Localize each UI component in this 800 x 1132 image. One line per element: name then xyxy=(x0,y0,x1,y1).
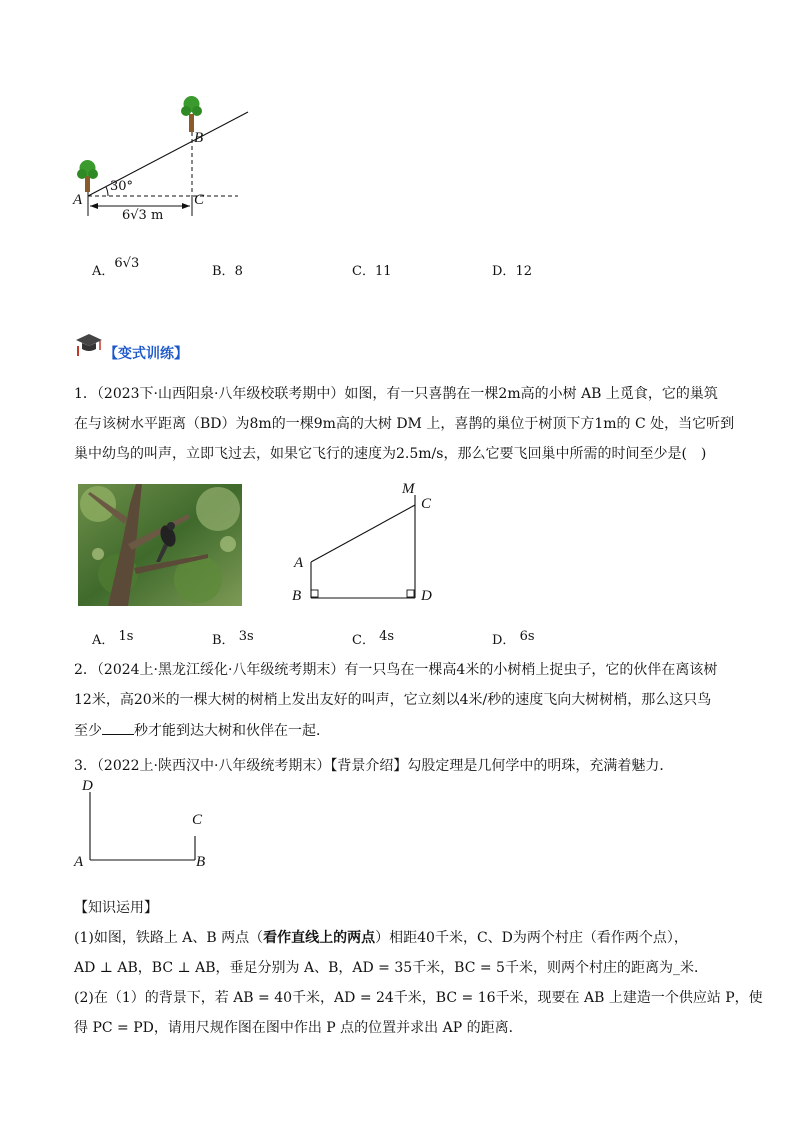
q1-diagram xyxy=(305,490,425,605)
option-d[interactable]: D．12 xyxy=(492,264,532,279)
q1-option-a[interactable]: A． 1s xyxy=(92,629,134,648)
q3-label-a: A xyxy=(74,854,84,870)
option-a[interactable]: A．6√3 xyxy=(92,256,140,279)
q3-part1-line1: (1)如图，铁路上 A、B 两点（看作直线上的两点）相距40千米，C、D为两个村庄（看作两个点）， xyxy=(74,930,688,946)
q1-label-d: D xyxy=(421,588,432,604)
option-b[interactable]: B．8 xyxy=(212,264,243,279)
q3-label-d: D xyxy=(82,778,93,794)
distance-label: 6√3 m xyxy=(122,208,164,223)
q1-line2: 在与该树水平距离（BD）为8m的一棵9m高的大树 DM 上，喜鹊的巢位于树顶下方1m的 C 处，当它听到 xyxy=(74,416,735,432)
q3-diagram xyxy=(85,790,205,870)
q2-line3: 至少 秒才能到达大树和伙伴在一起． xyxy=(74,720,330,741)
q1-option-b[interactable]: B． 3s xyxy=(212,629,254,648)
q3-part1-line2: AD ⊥ AB，BC ⊥ AB，垂足分别为 A、B，AD = 35千米，BC = 5千米，则两个村庄的距离为_米． xyxy=(74,960,708,976)
option-c[interactable]: C．11 xyxy=(352,264,392,279)
knowledge-heading: 【知识运用】 xyxy=(74,900,158,916)
q2-line1: 2．（2024上·黑龙江绥化·八年级统考期末）有一只鸟在一棵高4米的小树梢上捉虫子，它的伙伴在离该树 xyxy=(74,662,718,678)
q1-label-m: M xyxy=(402,481,415,497)
q3-line1: 3．（2022上·陕西汉中·八年级统考期末）【背景介绍】勾股定理是几何学中的明珠，充满着魅力． xyxy=(74,758,674,774)
tall-tree-icon xyxy=(181,96,202,132)
point-a-label: A xyxy=(73,192,83,208)
q1-option-d[interactable]: D． 6s xyxy=(492,629,535,648)
q1-label-a: A xyxy=(294,555,304,571)
magpie-tree-photo xyxy=(78,484,242,606)
q1-label-c: C xyxy=(421,496,432,512)
q3-label-c: C xyxy=(192,812,203,828)
small-tree-icon xyxy=(77,160,98,192)
q3-part2-line1: (2)在（1）的背景下，若 AB = 40千米，AD = 24千米，BC = 16千米，现要在 AB 上建造一个供应站 P，使 xyxy=(74,990,763,1006)
q1-line3: 巢中幼鸟的叫声，立即飞过去，如果它飞行的速度为2.5m/s，那么它要飞回巢中所需的时间至少是( ) xyxy=(74,446,707,462)
q3-label-b: B xyxy=(196,854,206,870)
q1-line1: 1．（2023下·山西阳泉·八年级校联考期中）如图，有一只喜鹊在一棵2m高的小树 AB 上觅食，它的巢筑 xyxy=(74,386,718,402)
q1-option-c[interactable]: C． 4s xyxy=(352,629,395,648)
q3-part2-line2: 得 PC = PD，请用尺规作图在图中作出 P 点的位置并求出 AP 的距离． xyxy=(74,1020,523,1036)
point-b-label: B xyxy=(194,130,204,146)
point-c-label: C xyxy=(194,192,205,208)
q1-label-b: B xyxy=(292,588,302,604)
answer-blank[interactable] xyxy=(102,720,134,735)
angle-label: 30° xyxy=(110,179,134,194)
graduation-cap-icon xyxy=(74,332,104,358)
section-title: 【变式训练】 xyxy=(104,346,188,362)
q2-line2: 12米，高20米的一棵大树的树梢上发出友好的叫声，它立刻以4米/秒的速度飞向大树树梢，那么这只鸟 xyxy=(74,692,712,708)
